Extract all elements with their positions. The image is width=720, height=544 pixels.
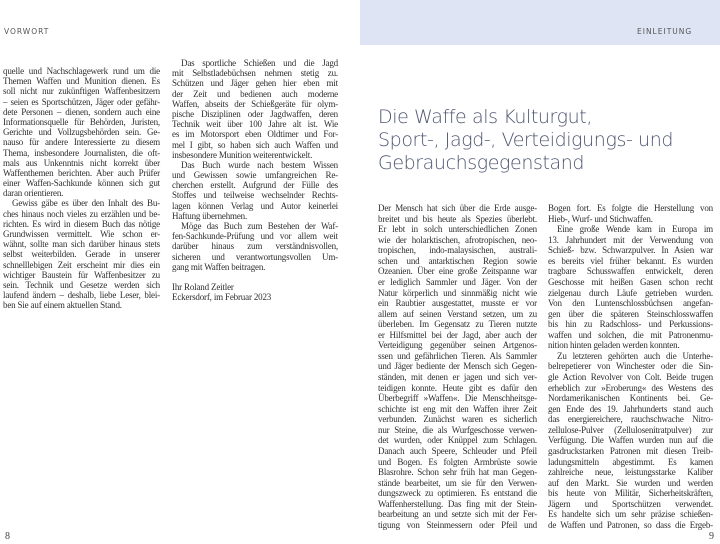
text-line: Natur körperlich und sinnmäßig nicht wie — [378, 287, 537, 298]
text-line: wichtiger Baustein für Waffenbesitzer zu — [3, 269, 160, 280]
text-line: Waffen, abseits der Schießgeräte für olym- — [172, 98, 338, 109]
text-line: – seien es Sportschützen, Jäger oder gefähr- — [3, 96, 160, 107]
text-line: Waffenthemen berichten. Aber auch Prüfer — [3, 167, 160, 178]
text-line: Blasrohre. Schon sehr früh hat man Gegen- — [378, 467, 537, 478]
text-line: und Bogen. Es folgten Armbrüste sowie — [378, 456, 537, 467]
running-head-right: EINLEITUNG — [637, 27, 693, 36]
text-line: Möge das Buch zum Bestehen der Waf- — [181, 221, 338, 231]
text-line: Technik weit über 100 Jahre alt ist. Wie — [172, 119, 338, 130]
text-line: tragbare Schusswaffen entwickelt, deren — [548, 266, 713, 277]
text-line: Themen Waffen und Munition dienen. Es — [3, 76, 160, 87]
paragraph — [172, 221, 338, 272]
text-line: er Hilfsmittel bei der Jagd, aber auch der — [378, 329, 537, 340]
text-line: er lediglich Sammler und Jäger. Von der — [378, 276, 537, 287]
text-line: det wurden, oder Knüppel zum Schlagen. — [378, 435, 537, 446]
paragraph — [548, 351, 713, 531]
text-line: selbst weiterbilden. Gerade in unserer — [3, 249, 160, 260]
text-line: gen über die späteren Steinschlosswaffen — [548, 308, 713, 319]
text-line: schichte ist eng mit den Waffen ihrer Zeit — [378, 403, 537, 414]
text-line: Verteidigung gegenüber seinen Artgenos- — [378, 340, 537, 351]
paragraph — [378, 203, 537, 530]
text-line: bearbeitung an und setzte sich mit der Fer- — [378, 509, 537, 520]
text-line: Eine große Wende kam in Europa im — [557, 224, 713, 235]
left-column-1 — [3, 66, 160, 311]
spacer — [172, 272, 338, 282]
text-line: ständen, mit denen er jagen und sich ver- — [378, 372, 537, 382]
text-line: fen-Sachkunde-Prüfung und vor allem weit — [172, 231, 338, 242]
text-line: auf den Markt. Sie wurden und werden — [548, 477, 713, 488]
chapter-title-line: Sport-, Jagd-, Verteidigungs- und — [378, 129, 673, 151]
text-line: stände bearbeitet, um sie für den Verwen- — [378, 477, 537, 488]
text-line: lagen können Verlag und Autor keinerlei — [172, 200, 338, 211]
text-line: 13. Jahrhundert mit der Verwendung von — [548, 234, 713, 245]
text-line: einer Waffen-Sachkunde können sich gut — [3, 178, 160, 189]
text-line: darüber hinaus zum verständnisvollen, — [172, 241, 338, 252]
text-line: mit Selbstladebüchsen nehmen stetig zu. — [172, 68, 338, 79]
text-line: Informationsquelle für Behörden, Juristen, — [3, 116, 160, 127]
text-line: Zu letzteren gehörten auch die Unterhe- — [557, 350, 713, 361]
text-line: mals aus Unkenntnis nicht korrekt über — [3, 157, 160, 168]
text-line: belrepetierer von Winchester oder die Sin- — [548, 361, 713, 372]
text-line: Es handelte sich um sehr präzise schießen- — [548, 509, 713, 520]
text-line: daran orientieren. — [3, 188, 64, 199]
text-line: wähnt, sollte man sich darüber hinaus stets — [3, 239, 160, 250]
page-number-left: 8 — [5, 531, 10, 542]
text-line: Thema, insbesondere Journalisten, die oft- — [3, 147, 160, 158]
text-line: Der Mensch hat sich über die Erde ausge- — [378, 203, 537, 213]
text-line: Hieb-, Wurf- und Stichwaffen. — [548, 213, 653, 224]
text-line: pische Disziplinen oder Jagdwaffen, deren — [172, 108, 338, 119]
text-line: ches hinaus noch vieles zu erzählen und be- — [3, 208, 160, 219]
text-line: teidigen konnte. Heute gibt es dafür den — [378, 382, 537, 393]
text-line: und Jäger bediente der Mensch sich Gegen- — [378, 361, 537, 372]
text-line: Bogen fort. Es folgte die Herstellung von — [548, 203, 713, 213]
text-line: Überbegriff »Waffen«. Die Menschheitsge- — [378, 393, 537, 404]
text-line: mel I gibt, so haben sich auch Waffen und — [172, 139, 338, 150]
text-line: ladungsmitteln abgestimmt. Es kamen — [548, 456, 713, 467]
text-line: Er lebt in solch unterschiedlichen Zonen — [378, 224, 537, 235]
text-line: quelle und Nachschlagewerk rund um die — [3, 66, 160, 76]
text-line: Ozeanien. Über eine große Zeitspanne war — [378, 266, 537, 277]
text-line: waffen und solchen, die mit Patronenmu- — [548, 329, 713, 340]
text-line: Verfügung. Die Waffen wurden nun auf die — [548, 435, 713, 446]
text-line: gang mit Waffen beitragen. — [172, 261, 266, 272]
chapter-title-line: Gebrauchsgegenstand — [378, 152, 585, 174]
right-page — [360, 0, 720, 544]
text-line: ben Sie auf einem aktuellen Stand. — [3, 300, 122, 311]
paragraph — [172, 160, 338, 221]
text-line: cherchen erstellt. Aufgrund der Fülle des — [172, 180, 338, 191]
left-column-2 — [172, 58, 338, 303]
text-line: Schützen und Jäger gehen hier eben mit — [172, 78, 338, 89]
text-line: allem auf seinen Verstand setzen, um zu — [378, 308, 537, 319]
text-line: zahlreiche neue, leistungsstarke Kaliber — [548, 467, 713, 478]
signature-line: Eckersdorf, im Februar 2023 — [172, 292, 272, 303]
text-line: soll nicht nur zukünftigen Waffenbesitzern — [3, 86, 160, 97]
text-line: Jägern und Sportschützen verwendet. — [548, 498, 713, 509]
chapter-title-line: Die Waffe als Kulturgut, — [378, 106, 592, 128]
text-line: breitet und bis heute als Spezies überlebt. — [378, 213, 537, 224]
page-number-right: 9 — [709, 531, 714, 542]
text-line: gen Ende des 19. Jahrhunderts stand auch — [548, 403, 713, 414]
text-line: richten. Es wird in diesem Buch das nötige — [3, 218, 160, 229]
text-line: Von den Luntenschlossbüchsen angefan- — [548, 298, 713, 309]
text-line: Das sportliche Schießen und die Jagd — [181, 58, 338, 68]
signature-line: Ihr Roland Zeitler — [172, 282, 234, 293]
paragraph — [548, 203, 713, 224]
right-column-1 — [378, 203, 537, 530]
text-line: de Waffen und Patronen, so dass die Ergeb- — [548, 519, 713, 530]
paragraph — [172, 58, 338, 160]
text-line: dungszweck zu optimieren. Es entstand die — [378, 488, 537, 499]
text-line: tropischen, indo-malaysischen, australi- — [378, 245, 537, 256]
text-line: Das Buch wurde nach bestem Wissen — [181, 159, 338, 170]
text-line: insbesondere Munition weiterentwickelt. — [172, 149, 313, 160]
paragraph — [3, 198, 160, 310]
text-line: Haftung übernehmen. — [172, 210, 248, 221]
text-line: Schieß- bzw. Schwarzpulver. In Asien war — [548, 245, 713, 256]
text-line: Gewiss gäbe es über den Inhalt des Bu- — [12, 198, 160, 209]
text-line: laufend ändern – deshalb, liebe Leser, blei- — [3, 290, 160, 301]
text-line: Stoffes und teilweise wechselnder Rechts- — [172, 190, 338, 201]
text-line: Gerichte und Vollzugsbehörden sein. Ge- — [3, 127, 160, 138]
text-line: wie der holarktischen, afrotropischen, neo- — [378, 234, 537, 245]
text-line: gasdruckstarken Patronen mit diesen Treib- — [548, 445, 713, 456]
text-line: Waffenherstellung. Das fing mit der Stein- — [378, 498, 537, 509]
text-line: und Gewissen sowie umfangreichen Re- — [172, 170, 338, 181]
text-line: bis hin zu Radschloss- und Perkussions- — [548, 319, 713, 330]
text-line: bis heute von Militär, Sicherheitskräften, — [548, 488, 713, 499]
text-line: Nordamerikanischen Kontinents bei. Ge- — [548, 393, 713, 404]
text-line: Geschosse mit heißen Gasen schon recht — [548, 276, 713, 287]
text-line: dete Personen – dienen, sondern auch eine — [3, 106, 160, 117]
text-line: sein. Technik und Gesetze werden sich — [3, 279, 160, 290]
running-head-left: VORWORT — [4, 27, 50, 36]
text-line: nur Steine, die als Wurfgeschosse verwen- — [378, 424, 537, 435]
chapter-title — [378, 106, 673, 175]
text-line: ssen und gefährlichen Tieren. Als Sammler — [378, 350, 537, 361]
text-line: Danach auch Speere, Schleuder und Pfeil — [378, 445, 537, 456]
text-line: überleben. Im Gegensatz zu Tieren nutzte — [378, 319, 537, 330]
header-band — [360, 0, 720, 45]
text-line: erheblich zur »Eroberung« des Westens des — [548, 382, 713, 393]
text-line: nition hinten geladen werden konnten. — [548, 340, 680, 351]
text-line: schnelllebigen Zeit erscheint mir dies ein — [3, 259, 160, 270]
text-line: das energiereichere, rauchschwache Nitro- — [548, 414, 713, 425]
text-line: verbunden. Zunächst waren es sicherlich — [378, 414, 537, 425]
paragraph — [3, 66, 160, 198]
text-line: ein Raubtier ausgestattet, musste er vor — [378, 298, 537, 309]
text-line: gle Action Revolver von Colt. Beide trugen — [548, 372, 713, 382]
text-line: der Zeit und bedienen auch moderne — [172, 88, 338, 99]
right-column-2 — [548, 203, 713, 530]
text-line: schen und antarktischen Region sowie — [378, 255, 537, 266]
text-line: sicheren und verantwortungsvollen Um- — [172, 251, 338, 262]
text-line: zielgenau durch Läufe getrieben wurden. — [548, 287, 713, 298]
text-line: tigung von Steinmessern oder Pfeil und — [378, 519, 537, 530]
text-line: es im Motorsport eben Oldtimer und For- — [172, 129, 338, 140]
text-line: zellulose-Pulver (Zellulosenitratpulver) zur — [548, 424, 713, 435]
paragraph — [548, 224, 713, 351]
text-line: Grundwissen vermittelt. Wie schon er- — [3, 229, 160, 239]
text-line: nauso für andere Interessierte zu diesem — [3, 137, 160, 148]
text-line: es bereits viel früher bekannt. Es wurden — [548, 255, 713, 266]
